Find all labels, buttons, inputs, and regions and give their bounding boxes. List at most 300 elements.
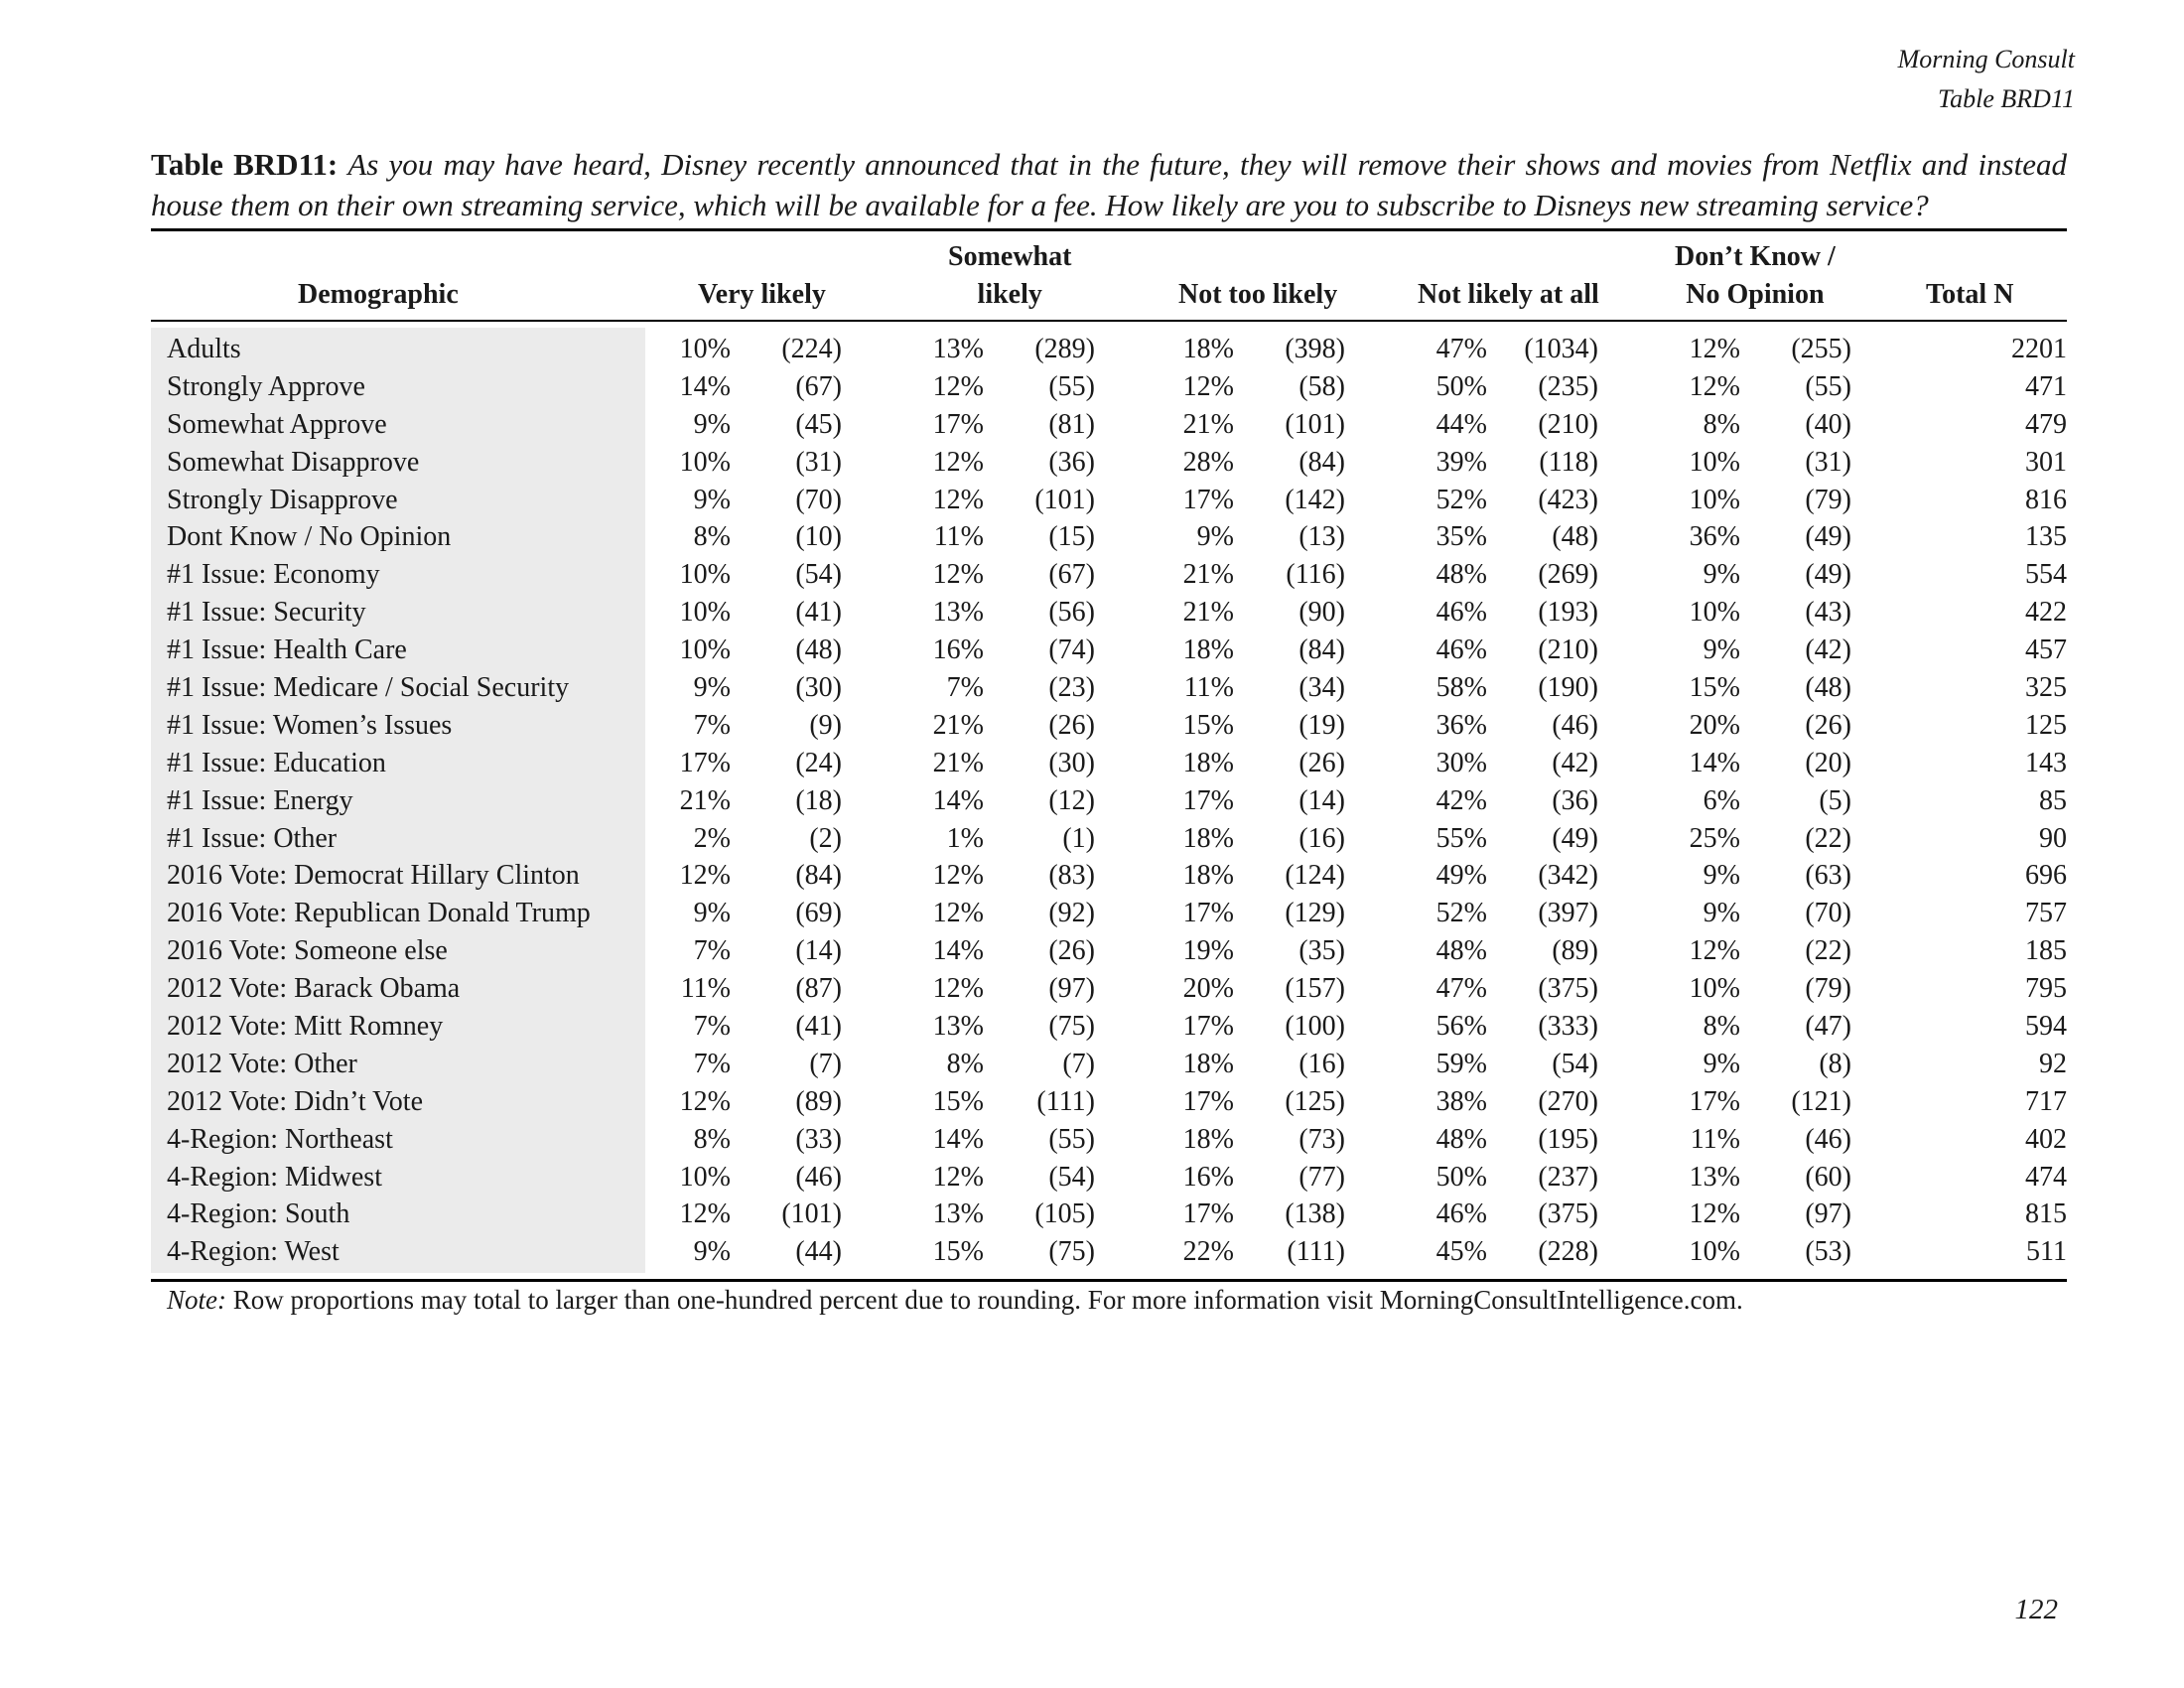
cell-percent: 12% <box>932 898 984 929</box>
cell-percent: 8% <box>946 1048 984 1079</box>
cell-percent: 14% <box>679 370 731 402</box>
cell-count: (190) <box>1538 671 1598 703</box>
cell-count: (54) <box>1048 1161 1095 1193</box>
cell-count: (342) <box>1538 860 1598 892</box>
cell-percent: 15% <box>1182 709 1234 741</box>
cell-percent: 10% <box>679 333 731 364</box>
cell-count: (42) <box>1805 634 1851 666</box>
table-row <box>151 556 2067 594</box>
cell-percent: 7% <box>693 935 731 967</box>
cell-percent: 36% <box>1435 709 1487 741</box>
cell-percent: 13% <box>1689 1161 1740 1193</box>
col-header-very-likely: Very likely <box>698 279 826 310</box>
cell-percent: 12% <box>1689 1198 1740 1230</box>
cell-count: (55) <box>1048 1123 1095 1155</box>
col-header-dont-know: Don’t Know / No Opinion <box>1675 241 1836 310</box>
cell-count: (83) <box>1048 860 1095 892</box>
cell-total-n: 457 <box>2025 634 2067 666</box>
cell-percent: 10% <box>679 559 731 591</box>
cell-count: (41) <box>795 1010 842 1042</box>
cell-percent: 15% <box>932 1236 984 1268</box>
cell-count: (22) <box>1805 822 1851 854</box>
cell-percent: 17% <box>1182 484 1234 515</box>
cell-percent: 16% <box>1182 1161 1234 1193</box>
cell-count: (16) <box>1298 1048 1345 1079</box>
cell-count: (289) <box>1034 333 1095 364</box>
row-label: 2012 Vote: Mitt Romney <box>167 1010 444 1042</box>
cell-count: (14) <box>1298 784 1345 816</box>
cell-count: (397) <box>1538 898 1598 929</box>
cell-percent: 59% <box>1435 1048 1487 1079</box>
row-label: 2012 Vote: Barack Obama <box>167 973 461 1005</box>
cell-percent: 20% <box>1689 709 1740 741</box>
cell-count: (124) <box>1285 860 1345 892</box>
cell-total-n: 815 <box>2025 1198 2067 1230</box>
col-header-not-likely-at-all: Not likely at all <box>1418 279 1599 310</box>
cell-count: (7) <box>1062 1048 1095 1079</box>
cell-total-n: 325 <box>2025 671 2067 703</box>
cell-percent: 9% <box>693 671 731 703</box>
cell-percent: 6% <box>1703 784 1740 816</box>
cell-total-n: 402 <box>2025 1123 2067 1155</box>
cell-count: (423) <box>1538 484 1598 515</box>
cell-count: (73) <box>1298 1123 1345 1155</box>
cell-count: (195) <box>1538 1123 1598 1155</box>
table-row <box>151 857 2067 895</box>
cell-count: (69) <box>795 898 842 929</box>
cell-count: (270) <box>1538 1085 1598 1117</box>
cell-total-n: 471 <box>2025 370 2067 402</box>
cell-count: (26) <box>1805 709 1851 741</box>
cell-count: (58) <box>1298 370 1345 402</box>
cell-count: (9) <box>809 709 842 741</box>
cell-count: (105) <box>1034 1198 1095 1230</box>
cell-percent: 8% <box>693 521 731 553</box>
cell-total-n: 554 <box>2025 559 2067 591</box>
results-table <box>151 331 2067 1271</box>
row-label: 2016 Vote: Democrat Hillary Clinton <box>167 860 580 892</box>
cell-count: (111) <box>1036 1085 1095 1117</box>
cell-percent: 10% <box>1689 484 1740 515</box>
cell-percent: 18% <box>1182 1048 1234 1079</box>
table-row <box>151 970 2067 1008</box>
cell-count: (89) <box>795 1085 842 1117</box>
cell-count: (67) <box>1048 559 1095 591</box>
cell-count: (30) <box>1048 747 1095 778</box>
cell-count: (70) <box>795 484 842 515</box>
cell-count: (26) <box>1298 747 1345 778</box>
cell-count: (84) <box>1298 634 1345 666</box>
cell-percent: 46% <box>1435 634 1487 666</box>
note-label: Note: <box>167 1285 226 1315</box>
col-header-demographic: Demographic <box>298 279 459 310</box>
cell-count: (36) <box>1048 446 1095 478</box>
cell-count: (101) <box>1034 484 1095 515</box>
cell-count: (1034) <box>1524 333 1598 364</box>
org-name: Morning Consult <box>1897 45 2075 73</box>
cell-percent: 12% <box>932 370 984 402</box>
cell-percent: 48% <box>1435 935 1487 967</box>
cell-count: (34) <box>1298 671 1345 703</box>
cell-percent: 50% <box>1435 1161 1487 1193</box>
cell-percent: 9% <box>693 484 731 515</box>
cell-count: (55) <box>1048 370 1095 402</box>
cell-percent: 9% <box>693 898 731 929</box>
cell-percent: 12% <box>932 446 984 478</box>
cell-count: (67) <box>795 370 842 402</box>
table-row <box>151 1233 2067 1271</box>
table-row <box>151 632 2067 669</box>
col-header-not-too-likely: Not too likely <box>1178 279 1338 310</box>
cell-count: (13) <box>1298 521 1345 553</box>
table-row <box>151 745 2067 782</box>
cell-percent: 10% <box>1689 973 1740 1005</box>
cell-total-n: 2201 <box>2011 333 2067 364</box>
cell-percent: 17% <box>1182 1010 1234 1042</box>
cell-percent: 21% <box>932 747 984 778</box>
cell-percent: 12% <box>679 1085 731 1117</box>
row-label: #1 Issue: Economy <box>167 559 380 591</box>
cell-percent: 18% <box>1182 333 1234 364</box>
cell-count: (79) <box>1805 973 1851 1005</box>
table-row <box>151 1159 2067 1196</box>
row-label: Somewhat Disapprove <box>167 446 420 478</box>
cell-total-n: 479 <box>2025 408 2067 440</box>
cell-count: (56) <box>1048 597 1095 629</box>
cell-percent: 2% <box>693 822 731 854</box>
cell-total-n: 594 <box>2025 1010 2067 1042</box>
cell-percent: 21% <box>1182 408 1234 440</box>
cell-count: (31) <box>795 446 842 478</box>
cell-count: (63) <box>1805 860 1851 892</box>
cell-count: (48) <box>795 634 842 666</box>
cell-percent: 9% <box>1703 559 1740 591</box>
cell-total-n: 474 <box>2025 1161 2067 1193</box>
table-note <box>167 1281 1743 1319</box>
cell-percent: 17% <box>1182 784 1234 816</box>
cell-percent: 18% <box>1182 747 1234 778</box>
cell-percent: 17% <box>679 747 731 778</box>
cell-count: (142) <box>1285 484 1345 515</box>
page-number: 122 <box>2014 1594 2058 1625</box>
cell-percent: 21% <box>932 709 984 741</box>
cell-total-n: 422 <box>2025 597 2067 629</box>
cell-count: (121) <box>1791 1085 1851 1117</box>
cell-count: (22) <box>1805 935 1851 967</box>
cell-percent: 10% <box>679 634 731 666</box>
cell-total-n: 795 <box>2025 973 2067 1005</box>
cell-count: (75) <box>1048 1010 1095 1042</box>
cell-percent: 11% <box>1690 1123 1740 1155</box>
cell-count: (237) <box>1538 1161 1598 1193</box>
cell-count: (26) <box>1048 709 1095 741</box>
cell-count: (46) <box>1805 1123 1851 1155</box>
cell-percent: 9% <box>1196 521 1234 553</box>
cell-total-n: 92 <box>2039 1048 2067 1079</box>
cell-percent: 9% <box>693 408 731 440</box>
cell-percent: 17% <box>932 408 984 440</box>
cell-percent: 56% <box>1435 1010 1487 1042</box>
cell-percent: 13% <box>932 1198 984 1230</box>
cell-count: (75) <box>1048 1236 1095 1268</box>
cell-count: (111) <box>1287 1236 1345 1268</box>
cell-percent: 48% <box>1435 1123 1487 1155</box>
cell-count: (31) <box>1805 446 1851 478</box>
cell-count: (210) <box>1538 408 1598 440</box>
cell-percent: 25% <box>1689 822 1740 854</box>
row-label: Adults <box>167 333 241 364</box>
row-label: 4-Region: West <box>167 1236 340 1268</box>
cell-count: (116) <box>1286 559 1345 591</box>
cell-total-n: 90 <box>2039 822 2067 854</box>
cell-total-n: 185 <box>2025 935 2067 967</box>
row-label: 2016 Vote: Someone else <box>167 935 448 967</box>
cell-percent: 45% <box>1435 1236 1487 1268</box>
cell-percent: 9% <box>1703 860 1740 892</box>
cell-percent: 8% <box>693 1123 731 1155</box>
table-title <box>151 144 2067 225</box>
cell-percent: 46% <box>1435 597 1487 629</box>
cell-percent: 15% <box>1689 671 1740 703</box>
table-row <box>151 895 2067 932</box>
cell-count: (138) <box>1285 1198 1345 1230</box>
cell-count: (90) <box>1298 597 1345 629</box>
cell-count: (2) <box>809 822 842 854</box>
cell-percent: 20% <box>1182 973 1234 1005</box>
cell-count: (1) <box>1062 822 1095 854</box>
table-row <box>151 1008 2067 1046</box>
table-row <box>151 932 2067 970</box>
table-row <box>151 669 2067 707</box>
cell-count: (55) <box>1805 370 1851 402</box>
cell-percent: 21% <box>679 784 731 816</box>
cell-percent: 19% <box>1182 935 1234 967</box>
top-rule <box>151 228 2067 231</box>
table-row <box>151 331 2067 368</box>
table-row <box>151 518 2067 556</box>
cell-count: (333) <box>1538 1010 1598 1042</box>
cell-percent: 14% <box>932 784 984 816</box>
col-header-total-n: Total N <box>1926 279 2014 310</box>
table-row <box>151 820 2067 858</box>
cell-percent: 38% <box>1435 1085 1487 1117</box>
row-label: 4-Region: South <box>167 1198 350 1230</box>
cell-count: (20) <box>1805 747 1851 778</box>
row-label: 2012 Vote: Didn’t Vote <box>167 1085 424 1117</box>
cell-total-n: 696 <box>2025 860 2067 892</box>
cell-count: (100) <box>1285 1010 1345 1042</box>
cell-count: (125) <box>1285 1085 1345 1117</box>
cell-percent: 21% <box>1182 559 1234 591</box>
table-row <box>151 406 2067 444</box>
cell-count: (101) <box>781 1198 842 1230</box>
cell-percent: 12% <box>932 1161 984 1193</box>
cell-percent: 17% <box>1182 1085 1234 1117</box>
row-label: Dont Know / No Opinion <box>167 521 452 553</box>
cell-percent: 47% <box>1435 973 1487 1005</box>
cell-count: (224) <box>781 333 842 364</box>
cell-percent: 48% <box>1435 559 1487 591</box>
col-header-somewhat-likely: Somewhat likely <box>948 241 1072 310</box>
cell-percent: 17% <box>1689 1085 1740 1117</box>
cell-percent: 12% <box>679 860 731 892</box>
row-label: 4-Region: Northeast <box>167 1123 393 1155</box>
cell-count: (92) <box>1048 898 1095 929</box>
cell-count: (54) <box>795 559 842 591</box>
cell-count: (53) <box>1805 1236 1851 1268</box>
cell-percent: 8% <box>1703 1010 1740 1042</box>
cell-percent: 28% <box>1182 446 1234 478</box>
cell-count: (398) <box>1285 333 1345 364</box>
cell-count: (30) <box>795 671 842 703</box>
table-row <box>151 707 2067 745</box>
cell-count: (118) <box>1539 446 1598 478</box>
cell-percent: 7% <box>693 709 731 741</box>
table-row <box>151 594 2067 632</box>
cell-count: (81) <box>1048 408 1095 440</box>
cell-count: (77) <box>1298 1161 1345 1193</box>
cell-count: (26) <box>1048 935 1095 967</box>
cell-count: (35) <box>1298 935 1345 967</box>
cell-percent: 9% <box>1703 898 1740 929</box>
cell-total-n: 511 <box>2026 1236 2067 1268</box>
cell-percent: 7% <box>693 1010 731 1042</box>
cell-count: (235) <box>1538 370 1598 402</box>
cell-percent: 42% <box>1435 784 1487 816</box>
cell-percent: 12% <box>1182 370 1234 402</box>
table-row <box>151 782 2067 820</box>
cell-percent: 12% <box>1689 333 1740 364</box>
cell-count: (15) <box>1048 521 1095 553</box>
cell-percent: 11% <box>933 521 984 553</box>
cell-percent: 16% <box>932 634 984 666</box>
cell-count: (97) <box>1805 1198 1851 1230</box>
cell-count: (16) <box>1298 822 1345 854</box>
cell-percent: 8% <box>1703 408 1740 440</box>
cell-percent: 55% <box>1435 822 1487 854</box>
cell-count: (97) <box>1048 973 1095 1005</box>
cell-percent: 49% <box>1435 860 1487 892</box>
cell-percent: 13% <box>932 1010 984 1042</box>
cell-percent: 13% <box>932 597 984 629</box>
cell-count: (269) <box>1538 559 1598 591</box>
cell-count: (19) <box>1298 709 1345 741</box>
cell-total-n: 125 <box>2025 709 2067 741</box>
note-text: Row proportions may total to larger than one-hundred percent due to rounding. For more information visit MorningConsultIntelligence.com. <box>226 1285 1743 1315</box>
cell-count: (60) <box>1805 1161 1851 1193</box>
cell-percent: 13% <box>932 333 984 364</box>
cell-percent: 9% <box>1703 1048 1740 1079</box>
cell-count: (49) <box>1805 521 1851 553</box>
cell-percent: 18% <box>1182 634 1234 666</box>
cell-count: (87) <box>795 973 842 1005</box>
cell-percent: 18% <box>1182 860 1234 892</box>
cell-count: (14) <box>795 935 842 967</box>
cell-count: (45) <box>795 408 842 440</box>
cell-count: (18) <box>795 784 842 816</box>
table-row <box>151 1046 2067 1083</box>
cell-percent: 15% <box>932 1085 984 1117</box>
cell-count: (40) <box>1805 408 1851 440</box>
row-label: #1 Issue: Women’s Issues <box>167 709 453 741</box>
cell-count: (84) <box>795 860 842 892</box>
cell-count: (48) <box>1552 521 1598 553</box>
cell-count: (101) <box>1285 408 1345 440</box>
cell-percent: 10% <box>679 1161 731 1193</box>
cell-percent: 30% <box>1435 747 1487 778</box>
cell-percent: 12% <box>1689 935 1740 967</box>
cell-count: (43) <box>1805 597 1851 629</box>
cell-percent: 11% <box>680 973 731 1005</box>
cell-count: (23) <box>1048 671 1095 703</box>
cell-count: (228) <box>1538 1236 1598 1268</box>
cell-percent: 18% <box>1182 822 1234 854</box>
cell-count: (54) <box>1552 1048 1598 1079</box>
cell-percent: 18% <box>1182 1123 1234 1155</box>
table-row <box>151 1083 2067 1121</box>
cell-total-n: 143 <box>2025 747 2067 778</box>
cell-percent: 44% <box>1435 408 1487 440</box>
cell-percent: 12% <box>1689 370 1740 402</box>
cell-count: (33) <box>795 1123 842 1155</box>
cell-count: (48) <box>1805 671 1851 703</box>
cell-count: (129) <box>1285 898 1345 929</box>
cell-count: (375) <box>1538 1198 1598 1230</box>
cell-count: (44) <box>795 1236 842 1268</box>
cell-count: (49) <box>1805 559 1851 591</box>
cell-count: (193) <box>1538 597 1598 629</box>
table-body <box>151 331 2067 1271</box>
cell-percent: 17% <box>1182 1198 1234 1230</box>
row-label: Somewhat Approve <box>167 408 387 440</box>
cell-count: (375) <box>1538 973 1598 1005</box>
cell-total-n: 816 <box>2025 484 2067 515</box>
table-label: Table BRD11: <box>151 147 339 182</box>
table-row <box>151 368 2067 406</box>
row-label: #1 Issue: Education <box>167 747 386 778</box>
cell-count: (7) <box>809 1048 842 1079</box>
table-row <box>151 482 2067 519</box>
cell-percent: 21% <box>1182 597 1234 629</box>
row-label: #1 Issue: Health Care <box>167 634 407 666</box>
cell-total-n: 301 <box>2025 446 2067 478</box>
cell-percent: 12% <box>932 973 984 1005</box>
cell-percent: 35% <box>1435 521 1487 553</box>
cell-total-n: 717 <box>2025 1085 2067 1117</box>
header-rule <box>151 320 2067 322</box>
table-row <box>151 444 2067 482</box>
cell-count: (210) <box>1538 634 1598 666</box>
row-label: #1 Issue: Other <box>167 822 338 854</box>
cell-count: (42) <box>1552 747 1598 778</box>
row-label: 2016 Vote: Republican Donald Trump <box>167 898 591 929</box>
cell-percent: 14% <box>932 935 984 967</box>
cell-percent: 1% <box>946 822 984 854</box>
cell-percent: 9% <box>1703 634 1740 666</box>
cell-count: (8) <box>1819 1048 1851 1079</box>
cell-percent: 12% <box>932 860 984 892</box>
table-row <box>151 1121 2067 1159</box>
cell-count: (255) <box>1791 333 1851 364</box>
cell-percent: 50% <box>1435 370 1487 402</box>
cell-percent: 9% <box>693 1236 731 1268</box>
cell-percent: 52% <box>1435 484 1487 515</box>
cell-percent: 39% <box>1435 446 1487 478</box>
cell-percent: 10% <box>679 597 731 629</box>
cell-count: (12) <box>1048 784 1095 816</box>
cell-percent: 10% <box>1689 1236 1740 1268</box>
cell-count: (36) <box>1552 784 1598 816</box>
